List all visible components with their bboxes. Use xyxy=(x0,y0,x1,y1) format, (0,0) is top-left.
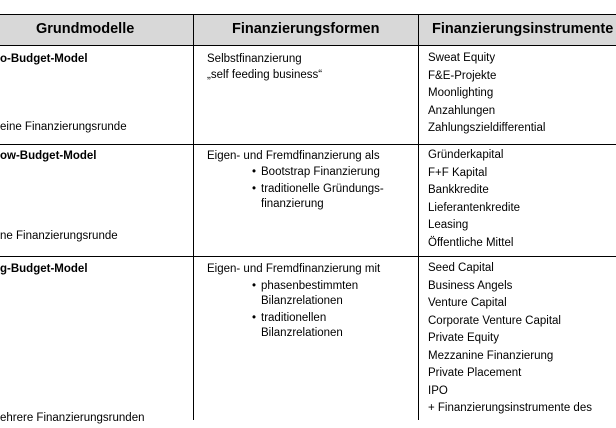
row-divider xyxy=(0,256,616,257)
list-item: Sweat Equity xyxy=(428,52,496,64)
list-item: F+F Kapital xyxy=(428,166,488,179)
list-item xyxy=(252,279,358,309)
list-item: Private Placement xyxy=(428,367,522,379)
list-item: Anzahlungen xyxy=(428,104,496,117)
header-grundmodelle: Grundmodelle xyxy=(36,21,135,37)
list-item: Leasing xyxy=(428,219,469,231)
column-divider xyxy=(418,14,419,420)
row-divider xyxy=(0,144,616,145)
row1-form-title: Selbstfinanzierung xyxy=(207,53,302,65)
list-item: Lieferantenkredite xyxy=(428,201,521,214)
list-item: Gründerkapital xyxy=(428,149,504,161)
list-item: Corporate Venture Capital xyxy=(428,314,561,327)
list-item: Business Angels xyxy=(428,279,513,292)
row2-instruments xyxy=(428,147,520,252)
row3-instruments xyxy=(428,260,592,418)
row2-model-note: ne Finanzierungsrunde xyxy=(0,230,118,242)
row1-model: o-Budget-Model xyxy=(0,53,88,65)
row3-model-note: ehrere Finanzierungsrunden xyxy=(0,412,145,424)
list-item: Venture Capital xyxy=(428,297,507,309)
bullet-text: traditionelle Gründungs- finanzierung xyxy=(261,183,384,210)
list-item: Seed Capital xyxy=(428,262,494,274)
row1-instruments xyxy=(428,50,545,138)
row3-form-title: Eigen- und Fremdfinanzierung mit xyxy=(207,263,381,275)
row2-model: ow-Budget-Model xyxy=(0,150,97,162)
column-divider xyxy=(193,14,194,420)
row1-form-line: „self feeding business“ xyxy=(207,69,323,81)
header-bottom-border xyxy=(0,45,616,46)
row3-model: g-Budget-Model xyxy=(0,263,88,275)
list-item: Bankkredite xyxy=(428,184,489,196)
row1-model-note: eine Finanzierungsrunde xyxy=(0,121,127,133)
bullet-text: Bootstrap Finanzierung xyxy=(261,166,380,178)
list-item: Öffentliche Mittel xyxy=(428,236,514,249)
list-item: Zahlungszieldifferential xyxy=(428,122,546,134)
list-item: + Finanzierungsinstrumente des xyxy=(428,402,592,414)
list-item xyxy=(252,311,358,341)
row2-form-title: Eigen- und Fremdfinanzierung als xyxy=(207,150,380,162)
bullet-text: traditionellen Bilanzrelationen xyxy=(261,312,343,339)
list-item: Private Equity xyxy=(428,332,499,344)
bullet-text: phasenbestimmten Bilanzrelationen xyxy=(261,280,359,307)
list-item: Moonlighting xyxy=(428,87,494,99)
row3-form-bullets xyxy=(252,279,358,343)
header-finanzierungsformen: Finanzierungsformen xyxy=(232,21,380,37)
list-item: IPO xyxy=(428,384,448,397)
list-item xyxy=(252,165,384,180)
list-item: Mezzanine Finanzierung xyxy=(428,349,554,362)
list-item: F&E-Projekte xyxy=(428,69,497,82)
list-item xyxy=(252,182,384,212)
header-finanzierungsinstrumente: Finanzierungsinstrumente xyxy=(432,21,614,37)
row2-form-bullets xyxy=(252,165,384,214)
